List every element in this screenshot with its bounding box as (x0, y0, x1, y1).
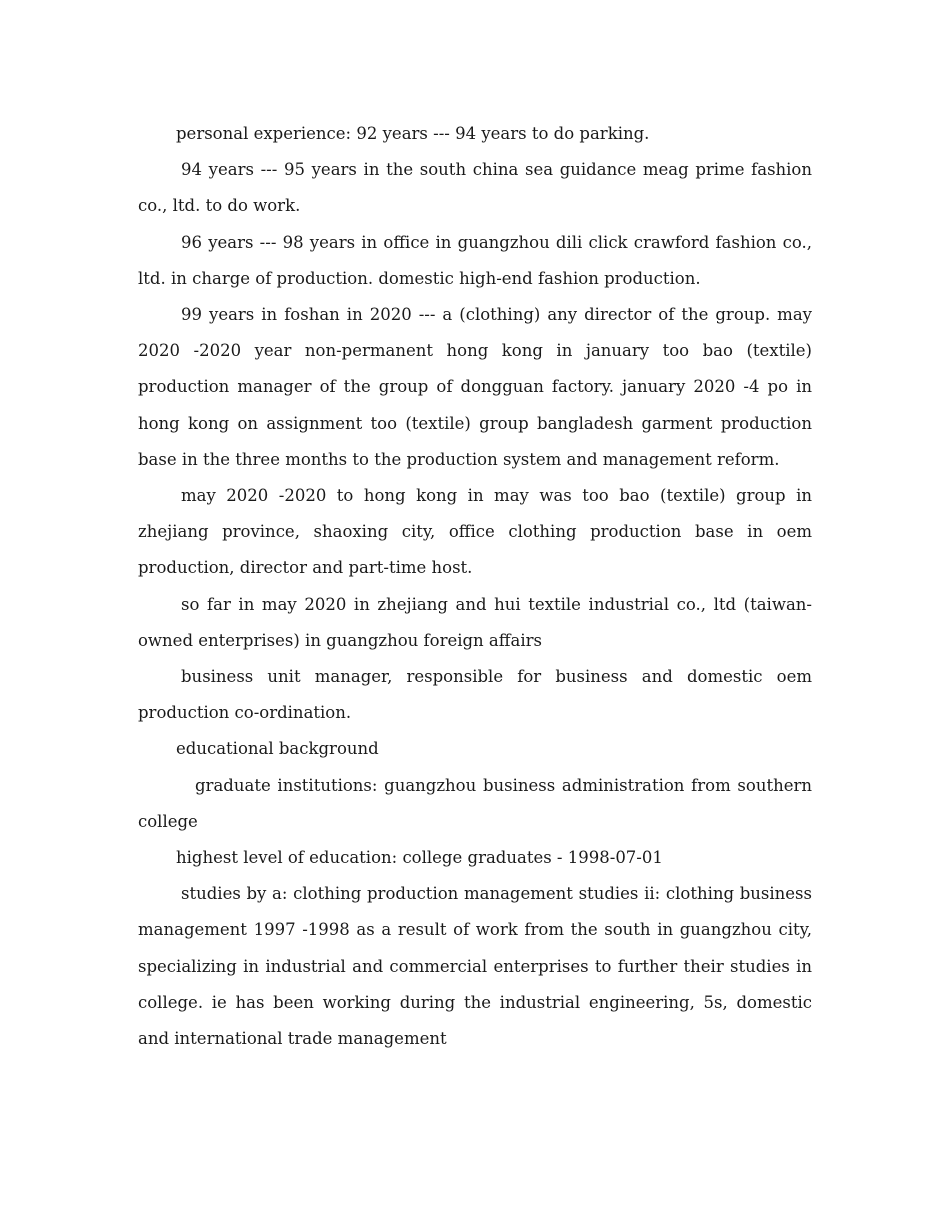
paragraph-zhejiang-shaoxing: may 2020 -2020 to hong kong in may was too bao (textile) group in zhejiang province, shaoxing city, office clothing production base in oem production, director and part-time host. (138, 486, 812, 578)
paragraph-hui-textile: so far in may 2020 in zhejiang and hui textile industrial co., ltd (taiwan-owned enterprises) in guangzhou foreign affairs (138, 594, 812, 650)
document-body (138, 116, 812, 1057)
paragraph-graduate-institutions: graduate institutions: guangzhou business administration from southern college (138, 775, 812, 831)
paragraph-personal-experience: personal experience: 92 years --- 94 years to do parking. (176, 124, 650, 143)
paragraph-foshan: 99 years in foshan in 2020 --- a (clothing) any director of the group. may 2020 -2020 year non-permanent hong kong in january too bao (textile) production manager of the group of dongguan factory. january 2020 -4 po in hong kong on assignment too (textile) group bangladesh garment production base in the three months to the production system and management reform. (138, 305, 812, 469)
paragraph-highest-education: highest level of education: college graduates - 1998-07-01 (176, 848, 663, 868)
paragraph-south-china-sea: 94 years --- 95 years in the south china sea guidance meag prime fashion co., ltd. to do work. (138, 160, 812, 216)
paragraph-studies: studies by a: clothing production management studies ii: clothing business management 1997 -1998 as a result of work from the south in guangzhou city, specializing in industrial and commercial enterprises to further their studies in college. ie has been working during the industrial engineering, 5s, domestic and international trade management (138, 884, 812, 1049)
paragraph-guangzhou-dili: 96 years --- 98 years in office in guangzhou dili click crawford fashion co., ltd. in charge of production. domestic high-end fashion production. (138, 232, 812, 288)
section-heading-educational-background: educational background (176, 739, 379, 759)
paragraph-business-unit: business unit manager, responsible for business and domestic oem production co-ordination. (138, 667, 812, 723)
